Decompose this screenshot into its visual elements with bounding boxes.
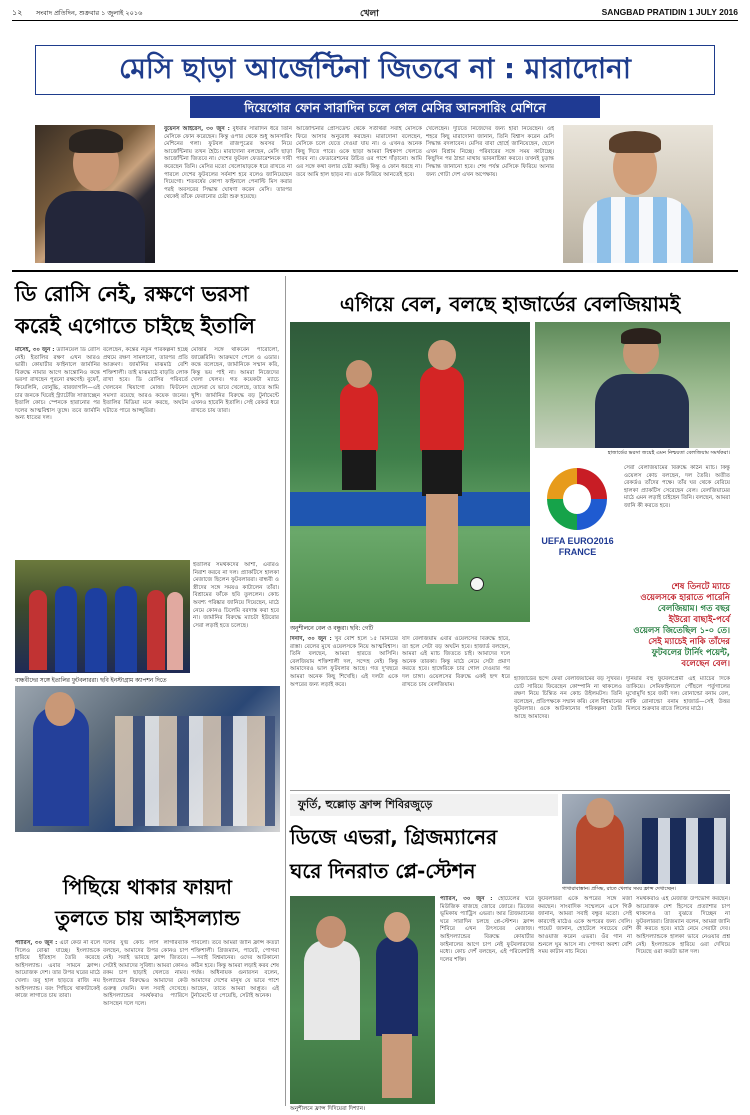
promo-line-4: ইউরো বাছাই-পর্বে xyxy=(668,615,730,625)
messi-shirt xyxy=(583,197,693,263)
bale-shorts xyxy=(422,450,462,496)
lead-bottom-rule xyxy=(12,270,738,272)
section-title: খেলা xyxy=(360,9,379,19)
italy-body-col4: ইতালির সমর্থকদের আশা, এবারও নিরাশ করবে না দল। প্র্যাকটিসে হালকা মেজাজে ছিলেন ফুটবলাররা। বান্ধবী ও স্ত্রীদের সঙ্গে সময়ও কাটালেন তাঁরা। বিশ্রামের ফাঁকে ছবি তুললেন। কোচ অবশ্য পরিষ্কার জানিয়ে দিয়েছেন, মাঠে নেমে কোনও ঢিলেমি বরদাস্ত করা হবে না। জার্মানির বিরুদ্ধে ম্যাচটা ইউরোর সেরা লড়াই হতে চলেছে। xyxy=(193,562,279,629)
bale-head xyxy=(428,340,456,370)
france-headline-line2: ঘরে দিনরাত প্লে-স্টেশন xyxy=(290,859,476,883)
belgium-side-text: সেরা বেলজিয়ামের বিরুদ্ধে কঠিন ম্যাচ। কিন্তু ওয়েলস কোচ বলছেন, দল তৈরি। অতীত রেকর্ডও তাঁদের পক্ষে। তাঁর ঘর থেকে বেরিয়ে হালকা প্র্যাকটিস সেরেছেন বেল। বেলজিয়ামের মাঠে এমন লড়াই চাইছেন তিনি। বলছেন, আমরা জানি কী করতে হবে। xyxy=(624,465,730,509)
deschamps-griezmann-photo xyxy=(290,896,435,1104)
france-headline-line1: ডিজে এভরা, গ্রিজম্যানের xyxy=(290,825,498,849)
italy-headline-line2: করেই এগোতে চাইছে ইতালি xyxy=(15,314,255,338)
promo-line-3: বেলজিয়াম। গত বছর xyxy=(657,604,730,614)
promo-line-5: ওয়েলস জিতেছিল ১-০ তে। xyxy=(633,626,730,636)
belgium-caption-main: অনুশীলনে বেল ও বন্ধুরা। ছবি: গেটি xyxy=(290,626,374,632)
italy-dateline: মাসেই, ৩০ জুন : xyxy=(15,347,55,353)
euro-logo-text: UEFA EURO2016 FRANCE xyxy=(541,536,614,557)
france-body-col2: ফুটবলাররা একে অপরের সঙ্গে মজা করছেন। সাংবাদিক সম্মেলনে এসে গিরুঁ জানান, আমরা সবাই বন্ধুর মতো। সেই কারণেই মাঠেও একে অপরের জন্য খেলি। পায়েট জানান, হোটেলে সবচেয়ে বেশি আওয়াজ করেন এভরা। ওঁর গান না শুনলে ঘুম আসে না। পোগবা অবশ্য বেশি সময় কাটান নাচ নিয়ে। xyxy=(538,896,632,956)
iceland-body-col3: পাবলো। তবে আমরা জানি ফ্রান্স কতটা শক্তিশালী। গ্রিজম্যান, পায়েট, পোগবা—সবাই বিশ্বমানের। ওদের আটকানো কঠিন হবে। কিন্তু আমরা লড়াই করব শেষ পর্যন্ত। অধিনায়ক গুনারসন বলেন, আমাদের দেশের মানুষ যে ভাবে পাশে আছেন, তাতে আমরা আপ্লুত। এই টুর্নামেন্টে যা পেয়েছি, সেটাই অনেক। xyxy=(191,940,279,1000)
griezmann-head xyxy=(384,912,410,942)
messi-photo xyxy=(563,125,713,263)
teammates xyxy=(642,818,726,884)
france-kicker: ফুর্তি, হুল্লোড় ফ্রান্স শিবিরজুড়ে xyxy=(298,798,433,811)
belgium-dateline: দিনার্দ, ৩০ জুন : xyxy=(290,636,332,642)
bale-legs xyxy=(426,494,458,584)
messi-hair xyxy=(609,131,661,153)
belgium-promo-box xyxy=(535,582,730,670)
belgium-body-col4: দুনিয়ার বহু ফুটবলপ্রেমী এই ম্যাচের দিকে তাকিয়ে। সেমিফাইনালে পৌঁছলে পর্তুগালের মুখোমুখি হবে জয়ী দল। রোনাল্ডো বনাম বেল, নাকি রোনাল্ডো বনাম হাজার্ড—সেই উত্তর মিলবে শুক্রবার রাতে লিলের মাঠে। xyxy=(626,676,730,713)
italy-headline-line1: ডি রোসি নেই, রক্ষণে ভরসা xyxy=(15,282,249,306)
france-top-rule xyxy=(290,790,730,791)
bale-training-photo xyxy=(290,322,530,622)
lead-subhead: দিয়েগোর ফোন সারাদিন চলে গেল মেসির আনসারিং মেশিনে xyxy=(244,100,546,115)
wag-figure-1 xyxy=(29,590,47,670)
italy-body-col1: মাসেই, ৩০ জুন : ড্যানিয়েল ডি রোসি নেই। ইতালির রক্ষণ এখন আরও ভারী। কোয়ার্টার ফাইনালে জার্মানির বিরুদ্ধে নামার আগে আন্তোনিও কন্তে ভরসা রাখছেন পুরনো রক্ষণেই। বুফোঁ, কিয়েলিনি, বোনুচ্চি, বারজাগলি—এই চার জনকে ঘিরেই স্ট্র্যাটেজি সাজাচ্ছেন ইতালি কোচ। স্পেনকে হারানোর পর দলের আত্মবিশ্বাস তুঙ্গে। তবে জার্মানি অন্য ধাতের দল। xyxy=(15,347,100,422)
promo-line-6: সেই ম্যাচেই নাকি তাঁদের xyxy=(648,637,730,647)
italy-caption-1: বান্ধবীদের সঙ্গে ইতালির ফুটবলাররা। ছবি ইনস্টাগ্রাম ক্যাপশন দিতে xyxy=(15,678,167,684)
euro-trophy-core xyxy=(563,484,591,514)
hazard-hair xyxy=(621,328,661,344)
buffon-head xyxy=(45,692,75,726)
france-caption-bottom: অনুশীলনে ফ্রান্স দিদিয়েরা দিশ্যান। xyxy=(290,1106,366,1112)
promo-line-7: ফুটবলের টার্নিং পয়েন্ট, xyxy=(651,648,730,658)
lead-body-col3: খেলেছেন। দুটিতে নিজেদের জন্য হারা নিয়েছেন। ওই শহরে কিছু মারাদোনা জানান, তিনি বিশ্বাস করেন মেসি সিদ্ধান্ত বদলাবেন। মেসির বাবা হোর্হে জানিয়েছেন, ছেলে এখন বিশ্রাম নিচ্ছে। পরিবারের সঙ্গে সময় কাটাচ্ছে। কিছুদিন পর ঠান্ডা মাথায় ভাবনাচিন্তা করবে। তখনই চূড়ান্ত সিদ্ধান্ত জানানো হবে। শেষ পর্যন্ত মেসিকে ফিরিয়ে আনার জন্য গোটা দেশ এখন অপেক্ষায়। xyxy=(426,126,554,178)
page-header xyxy=(12,6,738,20)
bale-shirt xyxy=(420,366,464,452)
giroud-head xyxy=(586,798,614,828)
euro-logo xyxy=(535,462,620,580)
player-figure-3 xyxy=(115,586,137,672)
hazard-shirt xyxy=(595,374,689,448)
iceland-headline-line2: তুলতে চায় আইসল্যান্ড xyxy=(55,906,240,930)
masthead: SANGBAD PRATIDIN 1 JULY 2016 xyxy=(601,7,738,17)
griezmann-legs xyxy=(382,1034,412,1098)
maradona-photo xyxy=(35,125,155,263)
griezmann-figure xyxy=(376,936,418,1036)
football xyxy=(470,577,484,591)
belgium-body-col2: যদি বেলজিয়াম এবার ওয়েলসের বিরুদ্ধে হারে, তা হলে সেটা বড় অঘটন হবে। হাজার্ড বলছেন, আমরা এই ম্যাচ জিততে চাই। আমাদের দলে অনেক তারকা। কিন্তু মাঠে নেমে সেটা প্রমাণ করতে হবে। হাঙ্গেরিকে চার গোল দেওয়ার পর দল চাঙ্গা। ওয়েলসের বিরুদ্ধে একই ছন্দ ধরে রাখতে চায় বেলজিয়াম। xyxy=(402,636,510,688)
france-caption-top: গাখারাবাস্তান। প্রসিদ্ধ, রাতে খেলার সময় ফ্রান্স দেখাচ্ছেন। xyxy=(562,886,676,892)
maradona-suit xyxy=(45,191,145,263)
page-number: ১২ xyxy=(12,8,23,17)
promo-line-1: শেষ তিনটে ম্যাচে xyxy=(671,582,730,592)
belgium-caption-hazard: হাজার্ডের ভরসা জয়েই এমন নিশ্চয়তা বেলজিয়াম সমর্থকরা। xyxy=(607,450,730,456)
promo-line-8: বলেছেন বেল। xyxy=(681,659,730,669)
belgium-body-col3: হ্যাজার্ডের ছন্দে ফেরা বেলজিয়ামের বড় সুখবর। চোট সারিয়ে ফিরেছেন কোম্পানি না থাকলেও রক্ষণ নিয়ে চিন্তিত নন কোচ উইলমটস। তিনি বলেছেন, প্রতিপক্ষকে সম্মান করি। বেল বিশ্বমানের ফুটবলার। ওকে আটকানোর পরিকল্পনা তৈরি আছে আমাদের। xyxy=(514,676,622,720)
fans-crowd xyxy=(115,716,275,826)
france-body-col1: প্যারিস, ৩০ জুন : হোটেলের ঘরে মিউজিক বাজছে জোরে জোরে। ডিজের ভূমিকায় প্যাট্রিস এভরা। আর গ্রিজম্যানের ঘরে সারাদিন চলছে প্লে-স্টেশন। ফ্রান্স শিবিরে এখন উৎসবের মেজাজ। আইসল্যান্ডের বিরুদ্ধে কোয়ার্টার ফাইনালের আগে চাপ নেই ফুটবলারদের মধ্যে। কোচ দেশঁ বলছেন, এই পরিবেশটাই দলের শক্তি। xyxy=(440,896,534,963)
maradona-hair xyxy=(69,129,123,153)
wag-figure-2 xyxy=(147,590,165,670)
paper-date: সংবাদ প্রতিদিন, শুক্রবার ১ জুলাই ২০১৬ xyxy=(36,9,143,17)
promo-line-2: ওয়েলসকে হারাতে পারেনি xyxy=(640,593,730,603)
france-players-photo xyxy=(562,794,730,884)
italy-body-col3: মোত্তার সঙ্গে থাকবেন পারোলো, জাক্কেরিনি। আক্রমণে পেলে ও এডার। কন্তে বলেছেন, জার্মানিকে সম্মান করি, কিন্তু ভয় পাই না। আমরা নিজেদের খেলা খেলব। গত কয়েকটা ম্যাচে ছেলেরা যে ভাবে খেলেছে, তাতে আমি খুশি। জার্মানির বিরুদ্ধে বড় টুর্নামেন্টে এখনও হারেনি ইতালি। সেই রেকর্ড ধরে রাখতে চায় তারা। xyxy=(191,347,279,414)
player-figure-2 xyxy=(85,588,107,672)
france-dateline: প্যারিস, ৩০ জুন : xyxy=(440,896,493,902)
deschamps-head xyxy=(316,916,346,948)
stadium-banner xyxy=(290,492,530,526)
deschamps-figure xyxy=(304,940,360,1040)
iceland-body-col2: দলের যুগ্ম কোচ লার্স লাগারব্যাক বলছেন, আমাদের উপর কোনও চাপ নেই। সবাই ভাবছে ফ্রান্স জিতবে। সেটাই আমাদের সুবিধা। আমরা কোনও রকম চাপ ছাড়াই খেলতে নামব। ইংল্যান্ডের বিরুদ্ধেও আমাদের কেউ গুরুত্ব দেয়নি। ফল সবাই দেখেছে। আইসল্যান্ডের সমর্থকরাও প্যারিসে আসছেন দলে দলে। xyxy=(103,940,188,1007)
lead-dateline: বুয়েনস আইরেস, ৩০ জুন : xyxy=(164,126,230,132)
italy-fans-photo xyxy=(15,686,280,832)
iceland-body-col1: প্যারিস, ৩০ জুন : এটা কেউ না বলে দিলেও বোঝা যাচ্ছে। ইংল্যান্ডকে হারিয়ে ইতিহাস তৈরি করেছে আইসল্যান্ড। এবার সামনে ফ্রান্স। আয়োজক দেশ। তার উপর ঘরের মাঠে খেলা। তবু হাল ছাড়তে রাজি নয় আইসল্যান্ড। বরং পিছিয়ে থাকাটাকেই কাজে লাগাতে চায় তারা। xyxy=(15,940,100,1000)
belgium-headline: এগিয়ে বেল, বলছে হাজার্ডের বেলজিয়ামই xyxy=(339,292,681,316)
france-body-col3: সমর্থকরাও এই মেজাজ উপভোগ করছেন। আয়োজক দেশ হিসেবে প্রত্যাশার চাপ থাকলেও তা বুঝতে দিচ্ছেন না ফুটবলাররা। গ্রিজম্যান বলেন, আমরা জানি কী করতে হবে। মাঠে নেমে সেরাটা দেব। আইসল্যান্ডকে হালকা ভাবে নেওয়ার প্রশ্ন নেই। ইংল্যান্ডকে হারিয়ে ওরা দেখিয়ে দিয়েছে ওরা কতটা ভাল দল। xyxy=(636,896,730,956)
hazard-photo xyxy=(535,322,730,448)
lead-body-col1: বুয়েনস আইরেস, ৩০ জুন : বুধবার সারাদিন ধরে তিনি মেসিকে ফোন করেছেন। কিন্তু ওপার থেকে শুধু আনসারিং মেশিনের গলা। ফুটবল রাজপুত্রের অবসর নিয়ে আর্জেন্টিনায় তখন হৈচৈ। মারাদোনা বলছেন, মেসি ছাড়া আর্জেন্টিনা জিতবে না। দেশের ফুটবল ফেডারেশনকে দায়ী করেছেন তিনি। মেসির মতো খেলোয়াড়কে ধরে রাখতে না পারলে দেশের ফুটবলের সর্বনাশ হবে বলেও জানিয়েছেন দিয়েগো। শতবর্ষের কোপা ফাইনালে পেনাল্টি মিস করার পরই অবসরের সিদ্ধান্ত ঘোষণা করেন মেসি। তারপর থেকেই তাঁকে ফেরানোর চেষ্টা শুরু হয়েছে। xyxy=(164,126,292,201)
wag-figure-3 xyxy=(167,592,183,670)
iceland-headline-line1: পিছিয়ে থাকার ফায়দা xyxy=(63,875,232,899)
belgium-body-col1: দিনার্দ, ৩০ জুন : খুব বেশি হলে ১৫ মিনিটের রাস্তা। বেলের মুখে ওয়েলসকে নিয়ে আত্মবিশ্বাস। তিনি বলছেন, আমরা হারতে আসিনি। বেলজিয়াম শক্তিশালী দল, সন্দেহ নেই। কিন্তু আমাদেরও ভাল ফুটবলার আছে। গত দু'বছরে আমরা অনেক কিছু শিখেছি। এই দলটা একে অপরের জন্য লড়াই করে। xyxy=(290,636,398,688)
left-column-divider xyxy=(285,276,286,1106)
player-left-shirt xyxy=(340,382,378,452)
lead-headline: মেসি ছাড়া আর্জেন্টিনা জিতবে না : মারাদোনা xyxy=(119,52,631,85)
iceland-dateline: প্যারিস, ৩০ জুন : xyxy=(15,940,58,946)
italy-body-col2: বলেছেন, কন্তের নতুন পরিকল্পনা হচ্ছে প্রথমে রক্ষণ সামলানো, তারপর প্রতি আক্রমণ। জার্মানির মাঝমাঠ বেশি শক্তিশালী। তাই মাঝমাঠে বাড়তি লোক রাখা হবে। ডি রোসির পরিবর্তে খেলবেন থিয়াগো মোত্তা। ফিটনেস সমস্যা রয়েছে আরও কয়েক জনের। ইতালির মিডিয়া মনে করছে, অঘটন ঘটাতে পারে আজ্জুরিরা। xyxy=(103,347,188,414)
player-figure-1 xyxy=(55,586,77,672)
italy-wags-photo xyxy=(15,560,190,673)
header-rule xyxy=(12,20,738,21)
player-left-head xyxy=(346,360,372,388)
player-left-shorts xyxy=(342,450,376,490)
lead-body-col2: আর্জেন্টিনার প্রেসিডেন্ট থেকে সতীর্থরা সবাই মেসিকে ফিরে আসার অনুরোধ করছেন। মারাদোনা বলেছেন, মেসিকে চলে যেতে দেওয়া যায় না। ও এখনও অনেক কিছু দিতে পারে। ওকে ছাড়া আমরা বিশ্বকাপ খেলতে পারব না। ফেডারেশনের উচিত ওর পাশে দাঁড়ানো। আমি ওর সঙ্গে কথা বলার চেষ্টা করছি। কিন্তু ও ফোন ধরছে না। তবে আমি হাল ছাড়ব না। ওকে ফিরিয়ে আনতেই হবে। xyxy=(296,126,422,178)
